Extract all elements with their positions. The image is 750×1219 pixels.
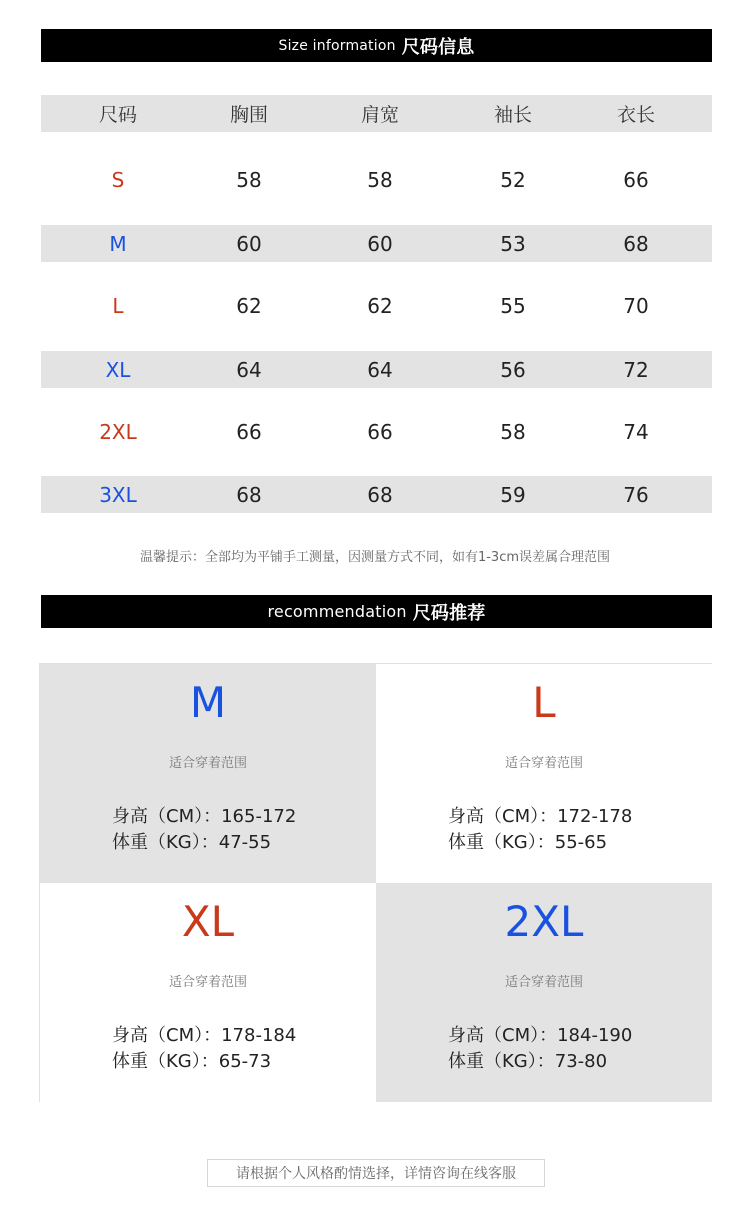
size-label: M xyxy=(109,231,127,256)
length-value: 72 xyxy=(623,357,649,382)
card-subtitle: 适合穿着范围 xyxy=(504,975,583,990)
card-size: XL xyxy=(181,897,235,946)
card-height-range: 身高（CM）：178-184 xyxy=(112,1025,297,1046)
card-weight-range: 体重（KG）：55-65 xyxy=(448,832,608,853)
shoulder-value: 68 xyxy=(367,482,393,507)
card-size: 2XL xyxy=(504,897,584,946)
size-label: L xyxy=(112,293,124,318)
chest-value: 58 xyxy=(236,167,262,192)
header-chest: 胸围 xyxy=(229,104,268,126)
length-value: 76 xyxy=(623,482,649,507)
sleeve-value: 55 xyxy=(500,293,526,318)
length-value: 74 xyxy=(623,419,649,444)
chest-value: 60 xyxy=(236,231,262,256)
measurement-tip: 温馨提示：全部均为平铺手工测量，因测量方式不同，如有1-3cm误差属合理范围 xyxy=(139,550,611,565)
size-table-header xyxy=(41,95,712,132)
shoulder-value: 64 xyxy=(367,357,393,382)
size-information-title-cn: 尺码信息 xyxy=(401,36,475,58)
sleeve-value: 58 xyxy=(500,419,526,444)
table-row xyxy=(41,351,712,388)
table-row xyxy=(41,476,712,513)
card-height-range: 身高（CM）：184-190 xyxy=(448,1025,633,1046)
length-value: 66 xyxy=(623,167,649,192)
size-information-title-en: Size information xyxy=(278,37,396,54)
chest-value: 62 xyxy=(236,293,262,318)
sleeve-value: 59 xyxy=(500,482,526,507)
size-label: 3XL xyxy=(99,482,137,507)
card-size: M xyxy=(189,678,227,727)
recommendation-grid xyxy=(39,663,712,1102)
size-label: 2XL xyxy=(99,419,137,444)
table-row xyxy=(41,161,712,198)
sleeve-value: 52 xyxy=(500,167,526,192)
shoulder-value: 66 xyxy=(367,419,393,444)
chest-value: 66 xyxy=(236,419,262,444)
recommendation-title-en: recommendation xyxy=(267,602,407,621)
header-size: 尺码 xyxy=(98,104,137,126)
size-label: S xyxy=(111,167,125,192)
card-size: L xyxy=(532,678,556,727)
length-value: 70 xyxy=(623,293,649,318)
chest-value: 64 xyxy=(236,357,262,382)
card-weight-range: 体重（KG）：47-55 xyxy=(112,832,272,853)
card-height-range: 身高（CM）：165-172 xyxy=(112,806,297,827)
table-row xyxy=(41,287,712,324)
card-subtitle: 适合穿着范围 xyxy=(168,975,247,990)
size-information-banner xyxy=(41,29,712,62)
card-subtitle: 适合穿着范围 xyxy=(504,756,583,771)
header-shoulder: 肩宽 xyxy=(360,104,399,126)
card-weight-range: 体重（KG）：73-80 xyxy=(448,1051,608,1072)
header-sleeve: 袖长 xyxy=(493,104,532,126)
chest-value: 68 xyxy=(236,482,262,507)
table-row xyxy=(41,225,712,262)
recommendation-card-l xyxy=(376,664,712,883)
sleeve-value: 56 xyxy=(500,357,526,382)
recommendation-card-2xl xyxy=(376,883,712,1102)
card-weight-range: 体重（KG）：65-73 xyxy=(112,1051,272,1072)
shoulder-value: 58 xyxy=(367,167,393,192)
recommendation-banner xyxy=(41,595,712,628)
sleeve-value: 53 xyxy=(500,231,526,256)
shoulder-value: 62 xyxy=(367,293,393,318)
recommendation-card-xl xyxy=(40,883,376,1102)
footer-note: 请根据个人风格酌情选择，详情咨询在线客服 xyxy=(207,1159,545,1187)
length-value: 68 xyxy=(623,231,649,256)
table-row xyxy=(41,413,712,450)
recommendation-title-cn: 尺码推荐 xyxy=(412,602,486,624)
size-label: XL xyxy=(105,357,131,382)
card-height-range: 身高（CM）：172-178 xyxy=(448,806,633,827)
header-length: 衣长 xyxy=(616,104,655,126)
shoulder-value: 60 xyxy=(367,231,393,256)
recommendation-card-m xyxy=(40,664,376,883)
card-subtitle: 适合穿着范围 xyxy=(168,756,247,771)
